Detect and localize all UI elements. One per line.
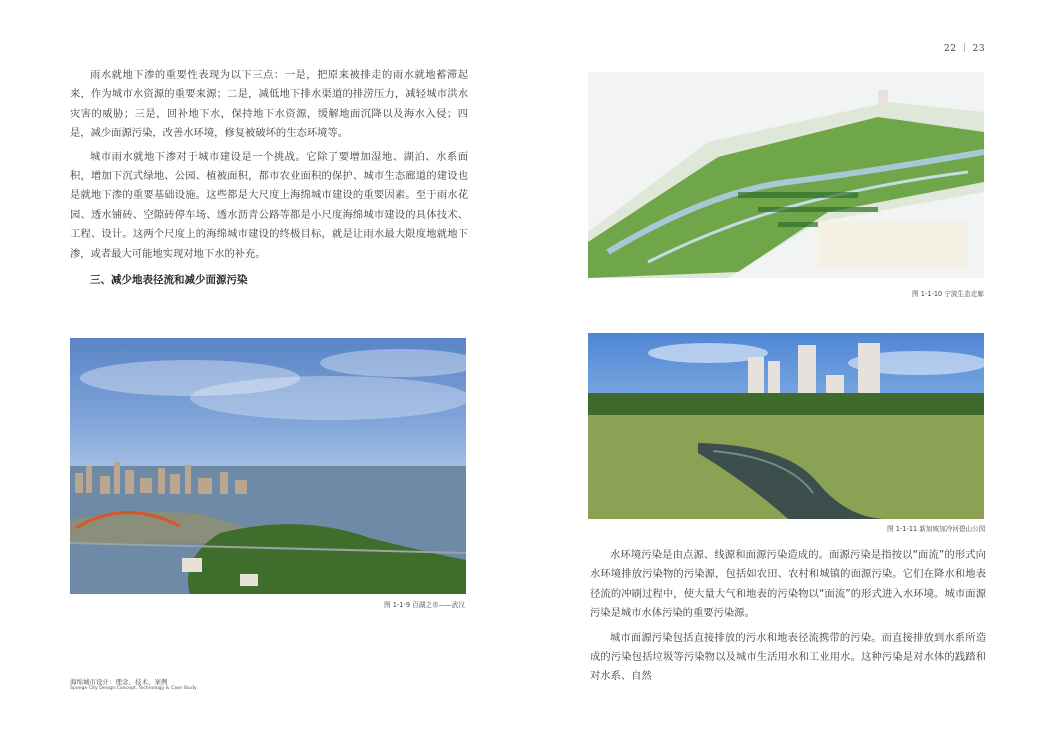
wuhan-photo-illustration: [70, 338, 466, 594]
paragraph-3: 水环境污染是由点源、线源和面源污染造成的。面源污染是指按以“面流”的形式向水环境排放污染物的污染源，包括如农田、农村和城镇的面源污染。它们在降水和地表径流的冲刷过程中，使大量大气和地表的污染物以“面流”的形式进入水环境。城市面源污染是城市水体污染的重要污染源。: [590, 549, 986, 620]
eco-corridor-photo: [588, 72, 984, 278]
page-number: 22 ｜ 23: [944, 44, 986, 54]
caption-wuhan: 图 1-1-9 百湖之市——武汉: [384, 601, 465, 609]
left-text-column: [70, 66, 468, 268]
footer-title-en: Sponge City Design:Concept, Technology & Case Study: [70, 686, 197, 691]
paragraph-2: 城市雨水就地下渗对于城市建设是一个挑战。它除了要增加湿地、湖泊、水系面积，增加下沉式绿地、公园、植被面积，都市农业面积的保护、城市生态廊道的建设也是就地下渗的重要基础设施。这些都是大尺度上海绵城市建设的重要因素。至于雨水花园、透水铺砖、空隙砖停车场、透水沥青公路等都是小尺度海绵城市建设的具体技术、工程、设计。这两个尺度上的海绵城市建设的终极目标，就是让雨水最大限度地就地下渗，或者最大可能地实现对地下水的补充。: [70, 150, 468, 260]
caption-eco-corridor: 图 1-1-10 宁波生态走廊: [912, 290, 984, 298]
wuhan-photo: [70, 338, 466, 594]
footer-title-cn: 海绵城市设计：理念、技术、案例: [70, 678, 168, 686]
section-heading: 三、减少地表径流和减少面源污染: [90, 274, 248, 286]
caption-park: 图 1-1-11 新加坡加冷河碧山公园: [887, 525, 986, 533]
eco-corridor-illustration: [588, 72, 984, 278]
paragraph-4: 城市面源污染包括直接排放的污水和地表径流携带的污染。而直接排放到水系所造成的污染包括垃圾等污染物以及城市生活用水和工业用水。这种污染是对水体的践踏和对水系、自然: [590, 631, 986, 683]
park-photo: [588, 333, 984, 519]
right-text-column: [590, 546, 986, 692]
park-illustration: [588, 333, 984, 519]
paragraph-1: 雨水就地下渗的重要性表现为以下三点：一是，把原来被排走的雨水就地蓄滞起来，作为城市水资源的重要来源；二是，减低地下排水渠道的排涝压力，减轻城市洪水灾害的威胁；三是，回补地下水，保持地下水资源，缓解地面沉降以及海水入侵；四是，减少面源污染，改善水环境，修复被破坏的生态环境等。: [70, 69, 468, 140]
